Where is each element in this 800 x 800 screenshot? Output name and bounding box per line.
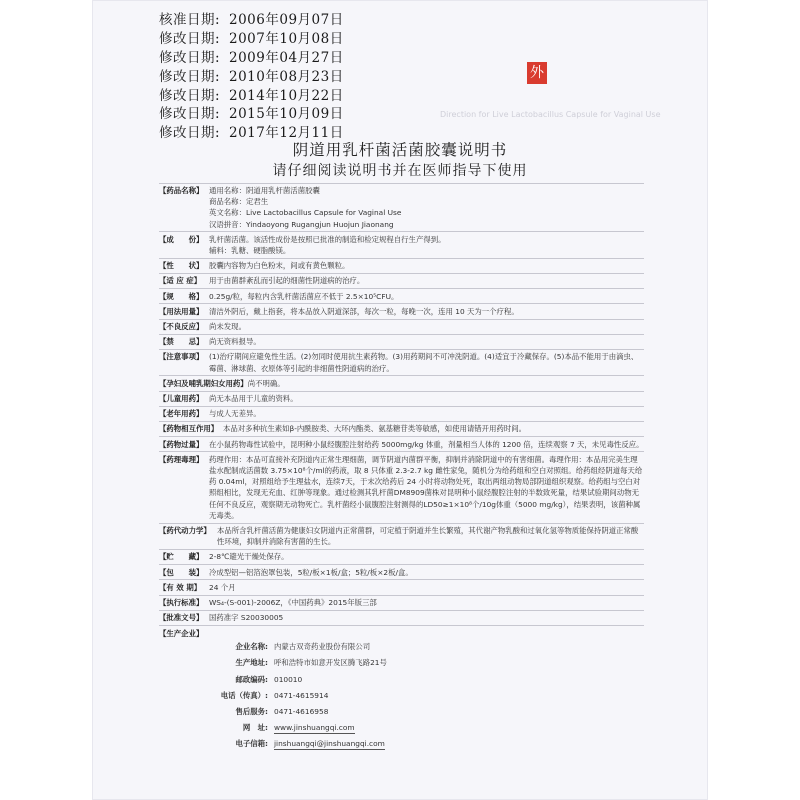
- section-elderly: [159, 406, 644, 420]
- section-label: 【批准文号】: [159, 613, 204, 623]
- date-value: 2006年09月07日: [229, 12, 344, 29]
- date-value: 2014年10月22日: [229, 87, 344, 104]
- section-text: 24 个月: [209, 582, 236, 592]
- date-label: 修改日期:: [159, 125, 221, 142]
- date-row: [159, 47, 344, 66]
- contact-row: [215, 687, 644, 703]
- section-children: [159, 391, 644, 405]
- contact-value: 呼和浩特市如意开发区腾飞路21号: [274, 658, 387, 668]
- document-title: 阴道用乳杆菌活菌胶囊说明书: [292, 141, 508, 159]
- leaflet-body: [159, 181, 644, 752]
- manufacturer-contact: [215, 639, 644, 752]
- contact-row: [215, 720, 644, 736]
- section-pharmacokinetics: [159, 523, 644, 548]
- section-text: 本品所含乳杆菌活菌为健康妇女阴道内正常菌群，可定植于阴道并生长繁殖，其代谢产物乳酸和过氧化氢等物质能保持阴道正常酸性环境，抑制并消除有害菌的生长。: [217, 526, 639, 547]
- english-name: 英文名称：Live Lactobacillus Capsule for Vaginal Use: [209, 208, 402, 218]
- section-text: 尚未发现。: [209, 322, 246, 332]
- section-interactions: [159, 421, 644, 435]
- section-text: 乳杆菌活菌。该活性成份是按照已批准的制造和检定规程自行生产得到。: [209, 234, 446, 244]
- date-value: 2015年10月09日: [229, 106, 344, 123]
- date-label: 修改日期:: [159, 106, 221, 123]
- section-manufacturer: [159, 625, 644, 639]
- section-label: 【老年用药】: [159, 409, 204, 419]
- section-adverse-reactions: [159, 319, 644, 333]
- section-approval: [159, 610, 644, 624]
- contact-value: 内蒙古双奇药业股份有限公司: [274, 642, 371, 652]
- contact-key: 邮政编码:: [235, 674, 268, 684]
- contact-value: 0471-4616958: [274, 706, 329, 716]
- section-label: 【性 状】: [159, 261, 204, 271]
- section-specification: [159, 288, 644, 302]
- generic-name: 通用名称：阴道用乳杆菌活菌胶囊: [209, 186, 320, 195]
- section-label: 【规 格】: [159, 291, 204, 301]
- section-label: 【包 装】: [159, 567, 204, 577]
- otc-external-stamp: 外: [527, 62, 547, 84]
- section-precautions: [159, 349, 644, 374]
- section-text: 药理作用：本品可直接补充阴道内正常生理细菌，调节阴道内菌群平衡，抑制并消除阴道中的有害细菌。毒理作用：本品用完美生理盐水配制成活菌数 3.75×10⁸个/ml的药液，取 8 只体重 2.3-2.7 kg 雌性家兔，随机分为给药组和空白对照组。给药组经阴道每天给药 0.04ml，对照组给予生理盐水，连续7天，于末次给药后 24 小时将动物处死，取出两组动物局部阴道组织观察。给药组与空白对照组相比，发现无充血、红肿等现象。通过检测其乳杆菌DM8909菌株对昆明种小鼠经腹腔注射的半数致死量，结果试验期间动物无任何不良反应，观察期无动物死亡。乳杆菌经小鼠腹腔注射测得的LD50≥1×10⁸个/10g体重（5000 mg/kg），结果表明，该菌种属无毒类。: [209, 454, 643, 520]
- section-label: 【儿童用药】: [159, 394, 204, 404]
- contact-row: [215, 736, 644, 752]
- date-label: 修改日期:: [159, 50, 221, 66]
- section-storage: [159, 549, 644, 563]
- section-label: 【药物过量】: [159, 439, 204, 449]
- section-appearance: [159, 258, 644, 272]
- section-label: 【有 效 期】: [159, 582, 202, 592]
- excipients-text: 辅料：乳糖、硬脂酸镁。: [209, 246, 291, 256]
- date-row: [159, 84, 344, 103]
- date-label: 核准日期:: [159, 12, 221, 29]
- section-text: 在小鼠药物毒性试验中，昆明种小鼠经腹腔注射给药 5000mg/kg 体重，剂量相当人体的 1200 倍，连续观察 7 天，未见毒性反应。: [209, 439, 644, 449]
- section-composition: [159, 231, 644, 256]
- contact-row: [215, 639, 644, 655]
- revision-dates: [159, 9, 344, 141]
- date-value: 2007年10月08日: [229, 31, 344, 48]
- section-label: 【贮 藏】: [159, 552, 204, 562]
- section-overdose: [159, 436, 644, 450]
- section-label: 【生产企业】: [159, 628, 204, 638]
- section-text: (1)治疗期间应避免性生活。(2)勿同时使用抗生素药物。(3)用药期间不可冲洗阴道。(4)适宜于冷藏保存。(5)本品不能用于由滴虫、霉菌、淋球菌、衣原体等引起的非细菌性阴道病的治疗。: [209, 352, 639, 373]
- section-packaging: [159, 564, 644, 578]
- section-text: 尚不明确。: [247, 378, 285, 388]
- contact-value: 0471-4615914: [274, 690, 329, 700]
- bleed-through-text: Direction for Live Lactobacillus Capsule for Vaginal Use: [440, 110, 661, 119]
- section-label: 【药品名称】: [159, 186, 204, 195]
- section-text: 与成人无差异。: [209, 409, 261, 419]
- section-text: 0.25g/粒，每粒内含乳杆菌活菌应不低于 2.5×10⁵CFU。: [209, 291, 399, 301]
- date-row: [159, 9, 344, 28]
- section-label: 【用法用量】: [159, 306, 204, 316]
- section-label: 【适 应 症】: [159, 276, 202, 286]
- date-label: 修改日期:: [159, 68, 221, 85]
- section-label: 【不良反应】: [159, 322, 204, 332]
- section-text: 本品对多种抗生素如β-内酰胺类、大环内酯类、氨基糖苷类等敏感，如使用请错开用药时间。: [223, 424, 527, 434]
- date-label: 修改日期:: [159, 31, 221, 48]
- section-text: 2-8℃避光干燥处保存。: [209, 552, 289, 562]
- section-label: 【药代动力学】: [159, 526, 211, 536]
- date-row: [159, 28, 344, 47]
- contact-row: [215, 703, 644, 719]
- section-indications: [159, 273, 644, 287]
- trade-name: 商品名称：定君生: [209, 197, 269, 207]
- section-text: 清洁外阴后，戴上指套，将本品放入阴道深部，每次一粒，每晚一次，连用 10 天为一个疗程。: [209, 306, 519, 316]
- section-contraindications: [159, 334, 644, 348]
- date-value: 2017年12月11日: [229, 125, 344, 142]
- document-subtitle: 请仔细阅读说明书并在医师指导下使用: [272, 163, 528, 179]
- section-label: 【执行标准】: [159, 598, 204, 608]
- date-label: 修改日期:: [159, 87, 221, 104]
- pinyin-name: 汉语拼音：Yindaoyong Rugangjun Huojun Jiaonang: [209, 219, 394, 229]
- email-link[interactable]: jinshuangqi@jinshuangqi.com: [274, 738, 385, 750]
- section-text: 用于由菌群紊乱而引起的细菌性阴道病的治疗。: [209, 276, 365, 286]
- section-standard: [159, 595, 644, 609]
- section-pharmacology: [159, 451, 644, 521]
- section-text: 尚无资料报导。: [209, 337, 261, 347]
- contact-key: 生产地址:: [235, 658, 268, 668]
- section-text: 国药准字 S20030005: [209, 613, 284, 623]
- contact-value: 010010: [274, 674, 303, 684]
- section-dosage: [159, 303, 644, 317]
- section-label: 【禁 忌】: [159, 337, 204, 347]
- contact-key: 电话（传真）:: [220, 690, 268, 700]
- date-value: 2010年08月23日: [229, 68, 344, 85]
- contact-key: 网 址:: [242, 723, 268, 733]
- section-text: WS₄-(S-001)-2006Z，《中国药典》2015年版三部: [209, 598, 377, 608]
- contact-key: 企业名称:: [235, 642, 268, 652]
- section-label: 【孕妇及哺乳期妇女用药】: [159, 378, 248, 388]
- section-pregnancy: [159, 375, 644, 389]
- section-label: 【药理毒理】: [159, 454, 204, 464]
- website-link[interactable]: www.jinshuangqi.com: [274, 722, 355, 734]
- contact-key: 售后服务:: [235, 706, 268, 716]
- section-text: 尚无本品用于儿童的资料。: [209, 394, 298, 404]
- section-text: 冷成型铝—铝箔泡罩包装，5粒/板×1板/盒；5粒/板×2板/盒。: [209, 567, 413, 577]
- section-drug-name: [159, 183, 644, 230]
- section-label: 【药物相互作用】: [159, 424, 219, 434]
- contact-key: 电子信箱:: [235, 739, 268, 749]
- date-row: [159, 65, 344, 84]
- contact-row: [215, 671, 644, 687]
- section-validity: [159, 579, 644, 593]
- contact-row: [215, 655, 644, 671]
- section-label: 【注意事项】: [159, 352, 204, 362]
- section-label: 【成 份】: [159, 234, 204, 244]
- date-value: 2009年04月27日: [229, 50, 344, 66]
- section-text: 胶囊内容物为白色粉末，间或有黄色颗粒。: [209, 261, 350, 271]
- date-row: [159, 103, 344, 122]
